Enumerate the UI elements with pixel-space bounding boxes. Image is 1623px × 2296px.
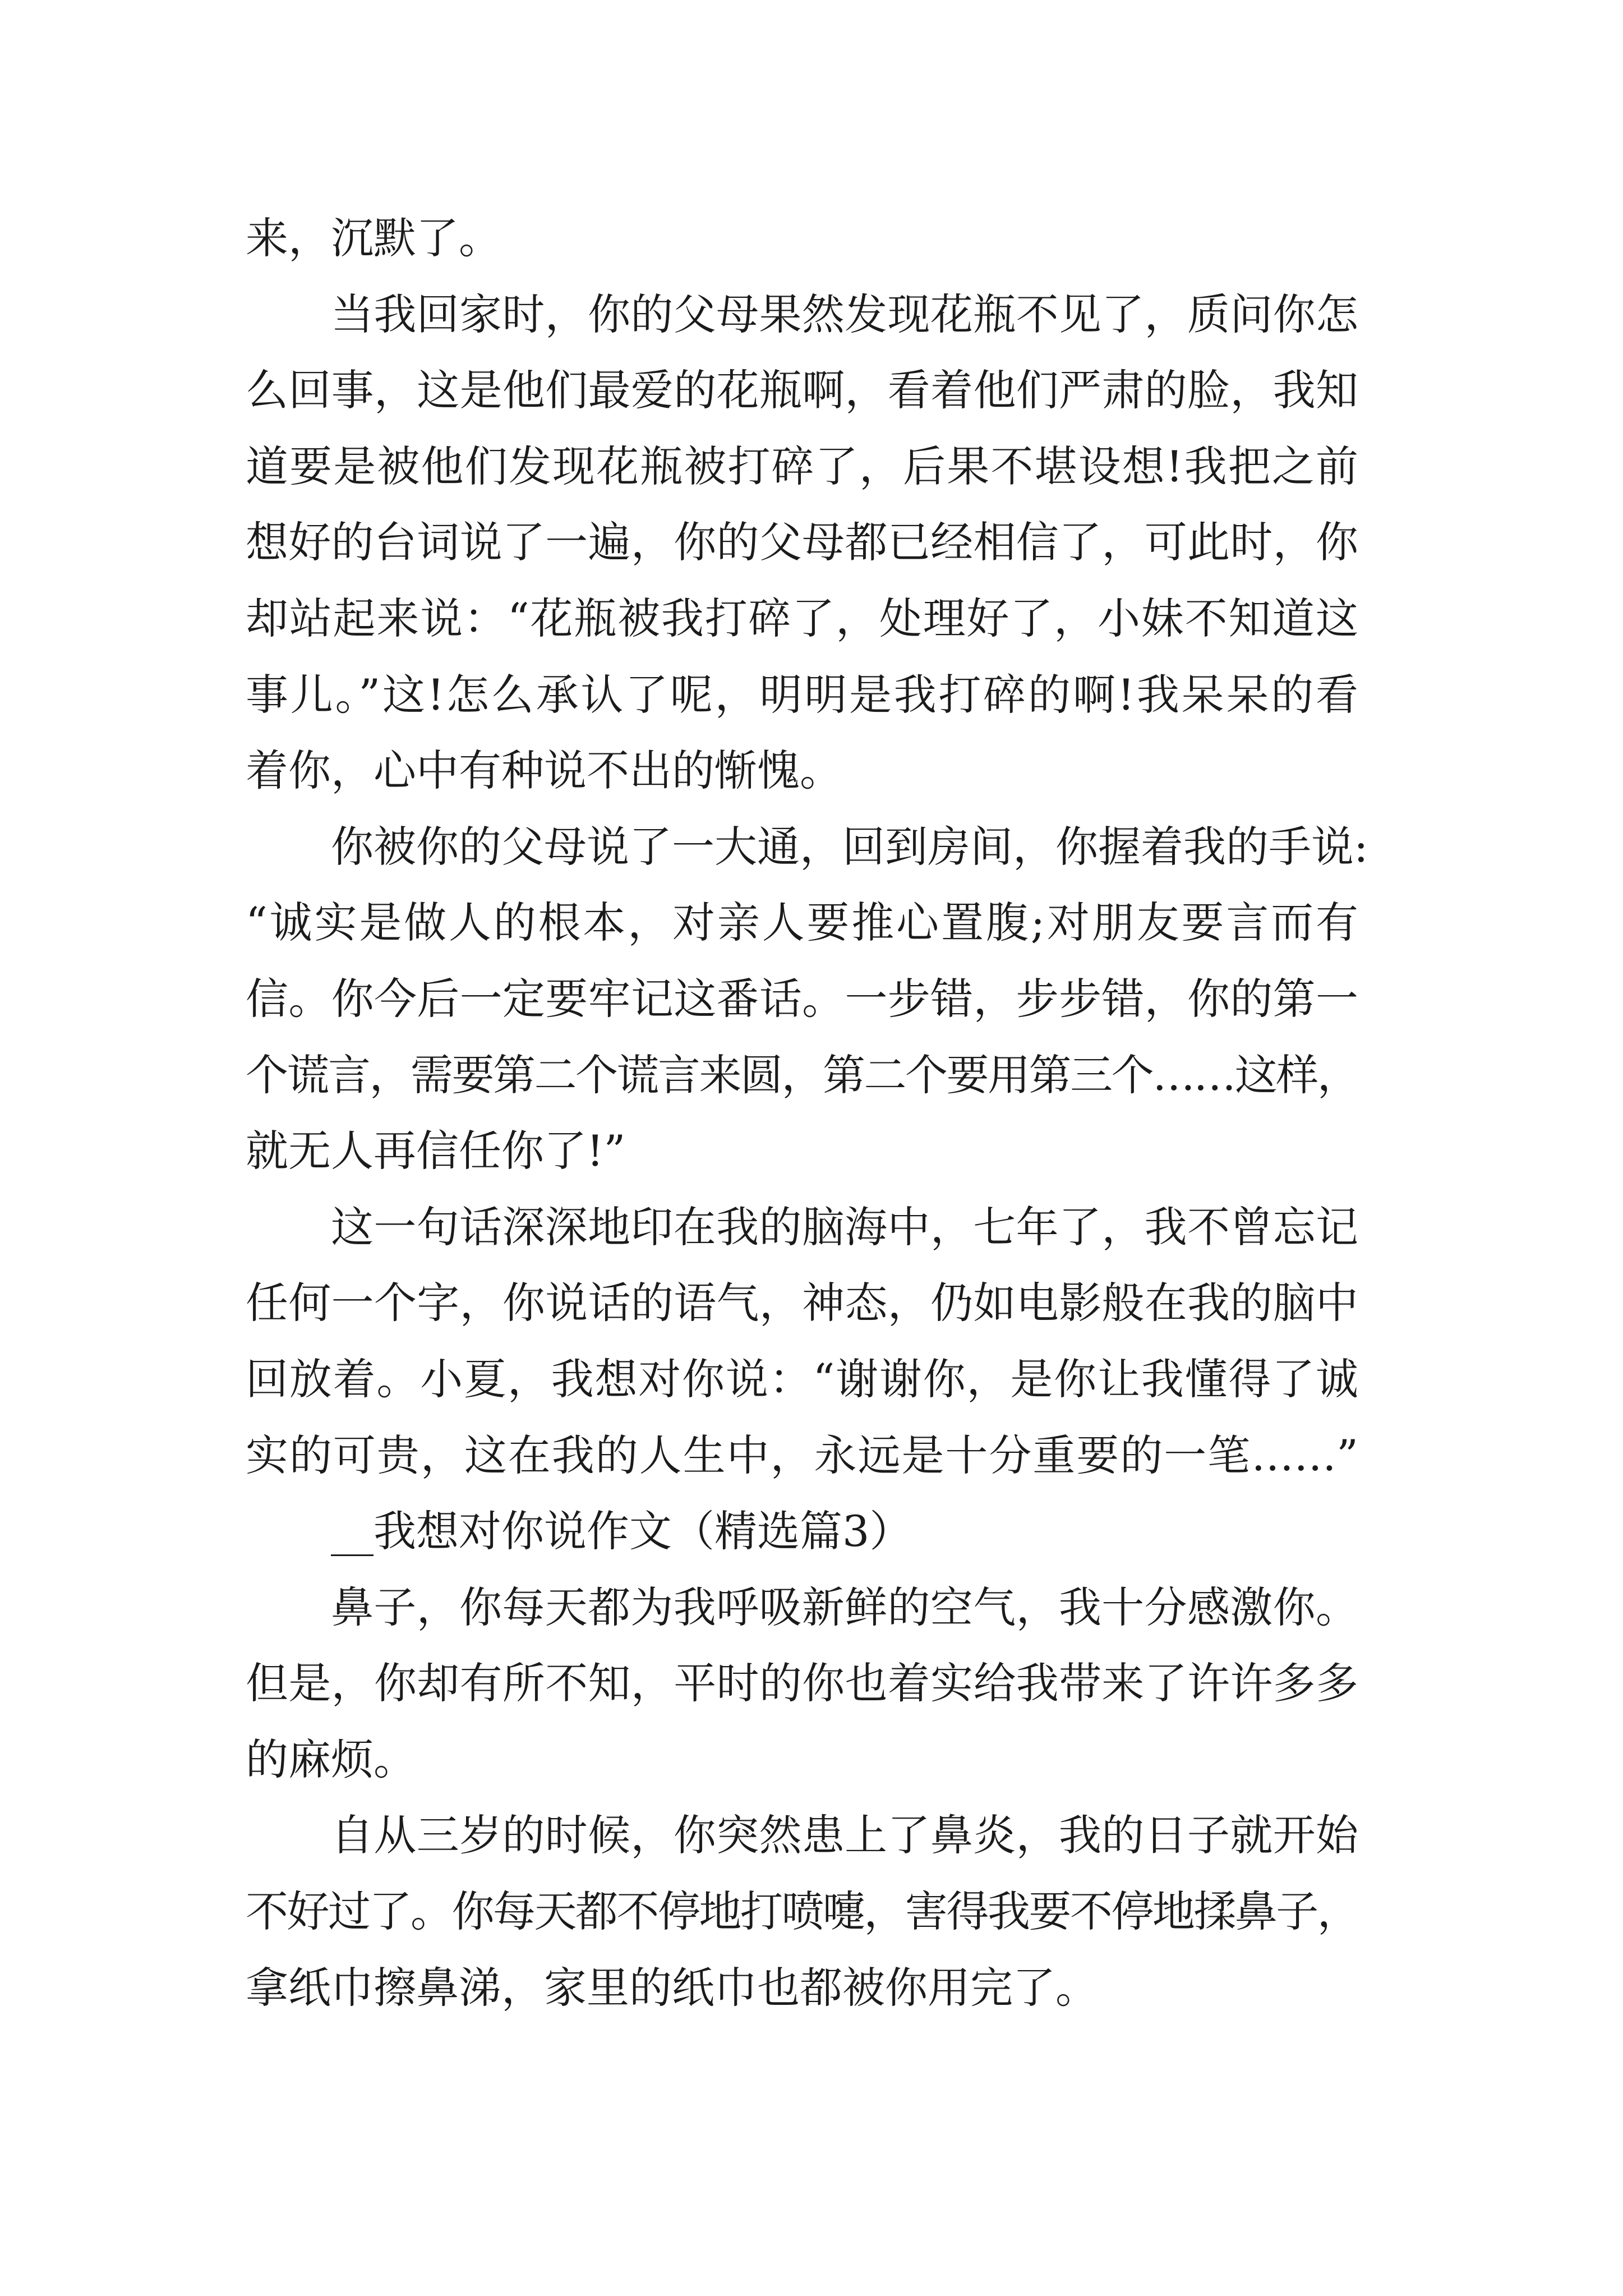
text-line: 拿纸巾擦鼻涕，家里的纸巾也都被你用完了。 <box>246 1962 1098 2013</box>
text-line: 道要是被他们发现花瓶被打碎了，后果不堪设想!我把之前 <box>246 441 1358 491</box>
text-line: 事儿。”这!怎么承认了呢，明明是我打碎的啊!我呆呆的看 <box>246 669 1358 720</box>
text-line: 信。你今后一定要牢记这番话。一步错，步步错，你的第一 <box>246 973 1358 1024</box>
paragraph-first-line: 你被你的父母说了一大通，回到房间，你握着我的手说: <box>331 821 1368 872</box>
text-line: 但是，你却有所不知，平时的你也着实给我带来了许许多多 <box>246 1658 1358 1709</box>
section-heading: __我想对你说作文（精选篇3） <box>331 1506 912 1557</box>
paragraph-first-line: 当我回家时，你的父母果然发现花瓶不见了，质问你怎 <box>331 289 1358 339</box>
text-line: 任何一个字，你说话的语气，神态，仍如电影般在我的脑中 <box>246 1278 1358 1328</box>
text-line: 着你，心中有种说不出的惭愧。 <box>246 746 842 796</box>
paragraph-first-line: 自从三岁的时候，你突然患上了鼻炎，我的日子就开始 <box>331 1810 1358 1861</box>
text-line: 却站起来说：“花瓶被我打碎了，处理好了，小妹不知道这 <box>246 593 1358 643</box>
paragraph-first-line: 这一句话深深地印在我的脑海中，七年了，我不曾忘记 <box>331 1202 1358 1252</box>
text-line: 想好的台词说了一遍，你的父母都已经相信了，可此时，你 <box>246 517 1358 568</box>
text-line: “诚实是做人的根本，对亲人要推心置腹;对朋友要言而有 <box>246 898 1358 948</box>
text-line: 回放着。小夏，我想对你说：“谢谢你，是你让我懂得了诚 <box>246 1354 1358 1404</box>
text-line: 就无人再信任你了!” <box>246 1126 626 1176</box>
text-line: 实的可贵，这在我的人生中，永远是十分重要的一笔……” <box>246 1430 1358 1480</box>
body-text <box>246 200 1368 2026</box>
text-line: 不好过了。你每天都不停地打喷嚏，害得我要不停地揉鼻子， <box>246 1887 1358 1937</box>
text-line: 么回事，这是他们最爱的花瓶啊，看着他们严肃的脸，我知 <box>246 365 1358 416</box>
paragraph-first-line: 鼻子，你每天都为我呼吸新鲜的空气，我十分感激你。 <box>331 1582 1358 1632</box>
text-line: 来，沉默了。 <box>246 213 501 263</box>
text-line: 个谎言，需要第二个谎言来圆，第二个要用第三个……这样， <box>246 1050 1358 1100</box>
text-line: 的麻烦。 <box>246 1734 416 1784</box>
